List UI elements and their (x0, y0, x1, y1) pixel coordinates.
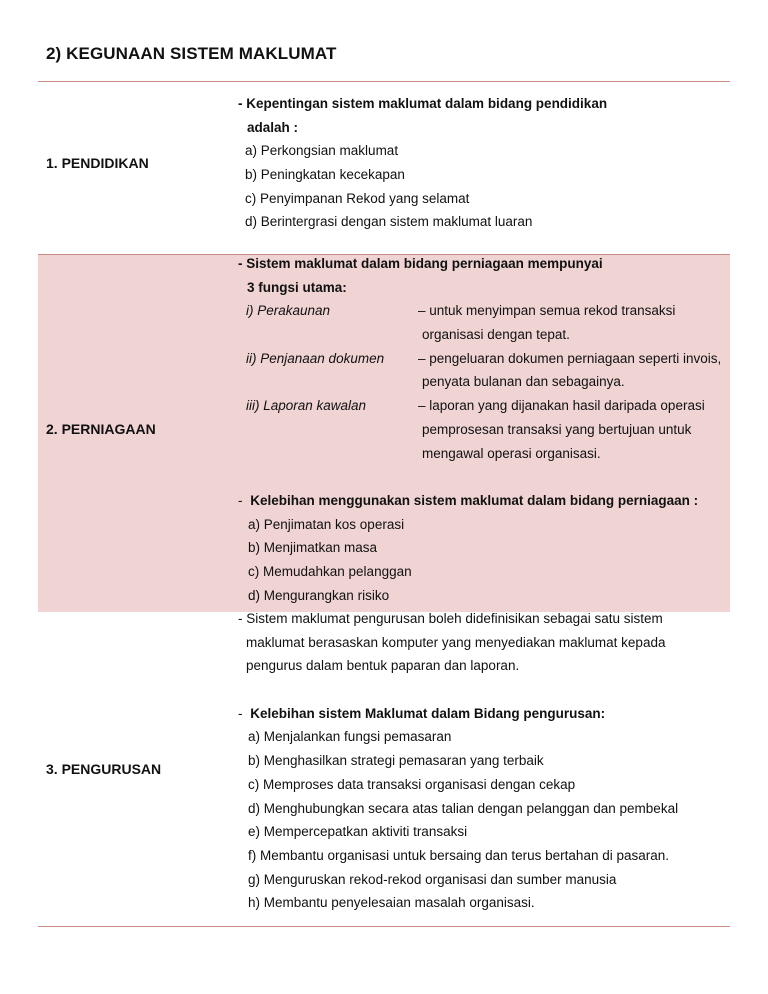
heading-line: adalah : (247, 119, 299, 135)
function-item (238, 394, 721, 418)
row-content (238, 607, 678, 915)
function-desc-cont: pemprosesan transaksi yang bertujuan untuk (422, 421, 692, 437)
divider (38, 926, 730, 927)
row-label: 2. PERNIAGAAN (46, 421, 156, 437)
function-term: iii) Laporan kawalan (246, 398, 367, 414)
advantages-heading-text: Kelebihan menggunakan sistem maklumat dalam bidang perniagaan : (250, 492, 699, 508)
list-item: c) Memudahkan pelanggan (248, 563, 412, 579)
list-item: b) Menghasilkan strategi pemasaran yang terbaik (248, 753, 544, 769)
list-item: g) Menguruskan rekod-rekod organisasi dan sumber manusia (248, 871, 617, 887)
function-item (238, 347, 721, 371)
function-desc: – pengeluaran dokumen perniagaan seperti invois, (418, 350, 722, 366)
list-item: a) Penjimatan kos operasi (248, 516, 405, 532)
function-desc: – laporan yang dijanakan hasil daripada operasi (418, 398, 705, 414)
function-desc-cont: organisasi dengan tepat. (422, 327, 570, 343)
function-desc-cont: penyata bulanan dan sebagainya. (422, 374, 625, 390)
advantages-heading (238, 489, 721, 513)
list-item: a) Perkongsian maklumat (245, 143, 399, 159)
function-desc-cont: mengawal operasi organisasi. (422, 445, 601, 461)
function-term: ii) Penjanaan dokumen (246, 350, 385, 366)
row-pendidikan (38, 82, 730, 254)
function-desc: – untuk menyimpan semua rekod transaksi (418, 303, 676, 319)
row-pengurusan (38, 612, 730, 925)
list-item: c) Penyimpanan Rekod yang selamat (245, 190, 470, 206)
row-content (238, 92, 607, 234)
list-item: d) Menghubungkan secara atas talian dengan pelanggan dan pembekal (248, 800, 679, 816)
list-item: a) Menjalankan fungsi pemasaran (248, 729, 452, 745)
dash: - (238, 705, 243, 721)
advantages-heading (238, 702, 678, 726)
definition-line: maklumat berasaskan komputer yang menyediakan maklumat kepada (246, 634, 666, 650)
advantages-heading-text: Kelebihan sistem Maklumat dalam Bidang pengurusan: (250, 705, 606, 721)
list-item: e) Mempercepatkan aktiviti transaksi (248, 824, 468, 840)
list-item: d) Berintergrasi dengan sistem maklumat luaran (245, 214, 533, 230)
heading-line: - Sistem maklumat dalam bidang perniagaan mempunyai (238, 256, 603, 271)
row-label: 3. PENGURUSAN (46, 761, 162, 777)
row-label: 1. PENDIDIKAN (46, 155, 149, 171)
list-item: c) Memproses data transaksi organisasi dengan cekap (248, 776, 576, 792)
row-content (238, 252, 721, 607)
row-perniagaan (38, 255, 730, 612)
dash: - (238, 492, 243, 508)
page-title: 2) KEGUNAAN SISTEM MAKLUMAT (46, 44, 337, 63)
heading-line: - Kepentingan sistem maklumat dalam bidang pendidikan (238, 96, 608, 111)
function-item (238, 299, 721, 323)
definition-line: pengurus dalam bentuk paparan dan laporan. (246, 658, 520, 674)
list-item: f) Membantu organisasi untuk bersaing dan terus bertahan di pasaran. (248, 847, 670, 863)
list-item: b) Menjimatkan masa (248, 540, 378, 556)
list-item: d) Mengurangkan risiko (248, 587, 390, 603)
list-item: h) Membantu penyelesaian masalah organisasi. (248, 895, 535, 911)
definition-line: - Sistem maklumat pengurusan boleh didefinisikan sebagai satu sistem (238, 611, 663, 626)
function-term: i) Perakaunan (246, 303, 331, 319)
list-item: b) Peningkatan kecekapan (245, 167, 405, 183)
heading-line: 3 fungsi utama: (247, 279, 347, 295)
